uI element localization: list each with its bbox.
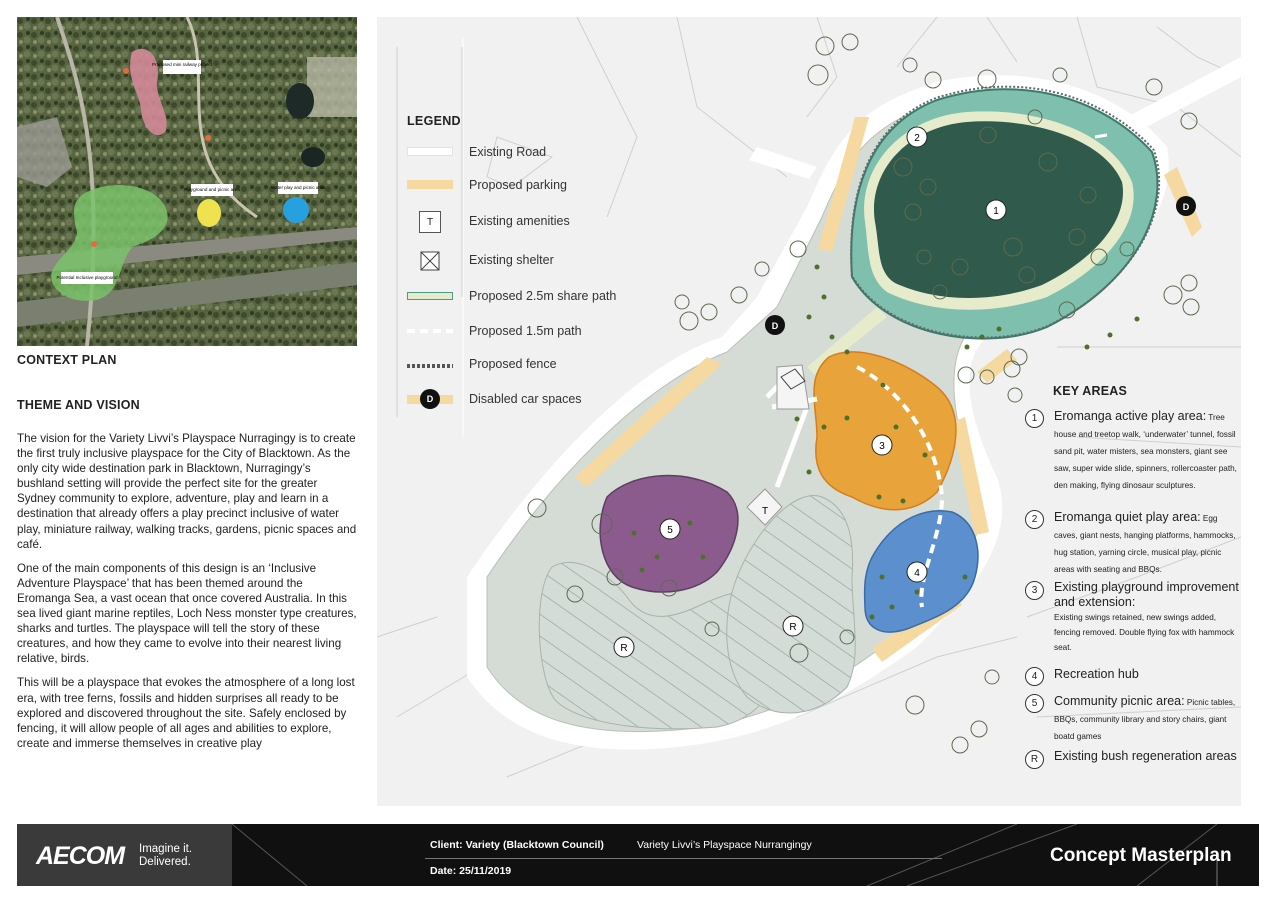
legend-label: Proposed 2.5m share path bbox=[469, 289, 617, 303]
legend-label: Proposed 1.5m path bbox=[469, 324, 582, 338]
key-item-4 bbox=[1025, 666, 1240, 686]
svg-text:D: D bbox=[1182, 202, 1190, 212]
key-description: Egg caves, giant nests, hanging platforms, hammocks, hug station, yarning circle, musical play, picnic areas with seating and BBQs. bbox=[1054, 514, 1236, 574]
parking-swatch bbox=[407, 180, 453, 189]
water-label: Water play and picnic area bbox=[270, 185, 326, 190]
key-title: Eromanga quiet play area: bbox=[1054, 510, 1201, 524]
disabled-marker-east bbox=[1176, 196, 1196, 216]
key-areas-title: KEY AREAS bbox=[1053, 384, 1128, 398]
key-item-5 bbox=[1025, 693, 1240, 744]
dashed-path-swatch bbox=[407, 321, 453, 341]
key-title: Eromanga active play area: bbox=[1054, 409, 1207, 423]
context-plan-title: CONTEXT PLAN bbox=[17, 353, 117, 367]
legend-item-road bbox=[407, 142, 547, 162]
railway-label: Proposed mini railway project bbox=[152, 62, 212, 67]
date-text: Date: 25/11/2019 bbox=[430, 865, 512, 877]
theme-paragraph: This will be a playspace that evokes the atmosphere of a long lost era, with tree ferns, fossils and hidden surprises all ready to be explored and discovered throughout the site. Safely enclosed by fencing, it will allow people of all ages and abilities to explore, create and immerse themselves in creative play bbox=[17, 676, 355, 750]
svg-text:D: D bbox=[771, 321, 779, 331]
key-number: 3 bbox=[1025, 581, 1044, 600]
svg-text:1: 1 bbox=[993, 206, 999, 217]
svg-text:T: T bbox=[761, 506, 769, 517]
key-title: Recreation hub bbox=[1054, 667, 1139, 681]
svg-text:3: 3 bbox=[879, 441, 885, 452]
key-item-regen bbox=[1025, 749, 1240, 769]
disabled-marker-west bbox=[765, 315, 785, 335]
legend-item-fence bbox=[407, 354, 557, 374]
document-title: Concept Masterplan bbox=[1050, 845, 1232, 866]
theme-body bbox=[17, 431, 357, 760]
key-description: Existing swings retained, new swings added, fencing removed. Double flying fox with hammock seat. bbox=[1054, 613, 1235, 652]
svg-text:R: R bbox=[620, 643, 628, 654]
key-title: Existing playground improvement and extension: bbox=[1054, 580, 1239, 609]
legend-item-disabled bbox=[407, 389, 582, 409]
key-item-1 bbox=[1025, 408, 1240, 493]
regen-marker-west bbox=[614, 637, 634, 657]
context-aerial-image bbox=[17, 17, 357, 346]
legend-label: Existing shelter bbox=[469, 253, 554, 267]
legend-item-dashed-path bbox=[407, 321, 582, 341]
key-areas bbox=[1025, 384, 1240, 765]
key-description: Tree house and treetop walk, ‘underwater’ tunnel, fossil sand pit, water misters, sea monsters, giant see saw, super wide slide, spinners, rollercoaster path, den making, flying dinosaur sculptures. bbox=[1054, 413, 1237, 490]
aecom-logo: AECOM bbox=[36, 842, 125, 870]
tagline-line: Delivered. bbox=[139, 856, 191, 868]
legend-item-share-path bbox=[407, 286, 617, 306]
playground-label: Playground and picnic area bbox=[184, 187, 240, 192]
key-number: R bbox=[1025, 750, 1044, 769]
footer-bar bbox=[17, 824, 1259, 886]
area-marker-2 bbox=[907, 127, 927, 147]
water-area-shape bbox=[283, 197, 309, 223]
aerial-photo-svg bbox=[17, 17, 357, 346]
legend bbox=[407, 114, 617, 406]
key-title: Existing bush regeneration areas bbox=[1054, 749, 1237, 763]
footer-divider bbox=[425, 858, 942, 859]
key-item-2 bbox=[1025, 509, 1240, 577]
key-number: 4 bbox=[1025, 667, 1044, 686]
legend-item-parking bbox=[407, 175, 567, 195]
area-marker-3 bbox=[872, 435, 892, 455]
legend-label: Existing Road bbox=[469, 145, 547, 159]
svg-text:4: 4 bbox=[914, 568, 920, 579]
legend-item-shelter bbox=[407, 250, 554, 270]
svg-text:R: R bbox=[789, 622, 797, 633]
legend-item-amenities bbox=[407, 211, 570, 231]
project-name: Variety Livvi’s Playspace Nurrangingy bbox=[637, 839, 812, 851]
area-marker-5 bbox=[660, 519, 680, 539]
road-swatch bbox=[407, 147, 453, 156]
inclusive-label: Potential Inclusive playground bbox=[56, 275, 118, 280]
playground-area-shape bbox=[197, 199, 221, 227]
area-marker-4 bbox=[907, 562, 927, 582]
theme-paragraph: The vision for the Variety Livvi’s Playspace Nurragingy is to create the first truly inclusive playspace for the City of Blacktown. As the only city wide destination park in Blacktown, Nurragingy’s bushland setting will provide the perfect site for the greater Sydney community to explore, adventure, play and learn in a destination that already offers a play precinct inclusive of water play, miniature railway, walking tracks, gardens, picnic spaces and café. bbox=[17, 432, 357, 551]
share-path-swatch bbox=[407, 292, 453, 300]
amenities-icon: T bbox=[419, 211, 441, 233]
key-item-3 bbox=[1025, 580, 1240, 655]
key-description: Picnic tables, BBQs, community library and story chairs, giant boatd games bbox=[1054, 698, 1236, 741]
key-number: 5 bbox=[1025, 694, 1044, 713]
key-number: 1 bbox=[1025, 409, 1044, 428]
tagline bbox=[139, 843, 192, 869]
client-text: Client: Variety (Blacktown Council) bbox=[430, 839, 604, 851]
key-title: Community picnic area: bbox=[1054, 694, 1185, 708]
svg-text:5: 5 bbox=[667, 525, 673, 536]
legend-label: Proposed parking bbox=[469, 178, 567, 192]
disabled-icon: D bbox=[420, 389, 440, 409]
svg-text:2: 2 bbox=[914, 133, 920, 144]
theme-paragraph: One of the main components of this design is an ‘Inclusive Adventure Playspace’ that has been themed around the Eromanga Sea, a vast ocean that once covered Australia. In this sea lived giant marine reptiles, Loch Ness monster type creatures, sharks and turtles. The playspace will tell the story of these creatures, and how they came to evolve into their nearest living relative, birds. bbox=[17, 561, 357, 666]
legend-label: Proposed fence bbox=[469, 357, 557, 371]
shelter-icon bbox=[407, 250, 453, 272]
regen-marker-east bbox=[783, 616, 803, 636]
key-number: 2 bbox=[1025, 510, 1044, 529]
tagline-line: Imagine it. bbox=[139, 843, 193, 855]
legend-label: Existing amenities bbox=[469, 214, 570, 228]
fence-swatch bbox=[407, 354, 453, 374]
theme-title: THEME AND VISION bbox=[17, 398, 140, 412]
legend-title: LEGEND bbox=[407, 114, 461, 128]
legend-label: Disabled car spaces bbox=[469, 392, 582, 406]
area-marker-1 bbox=[986, 200, 1006, 220]
